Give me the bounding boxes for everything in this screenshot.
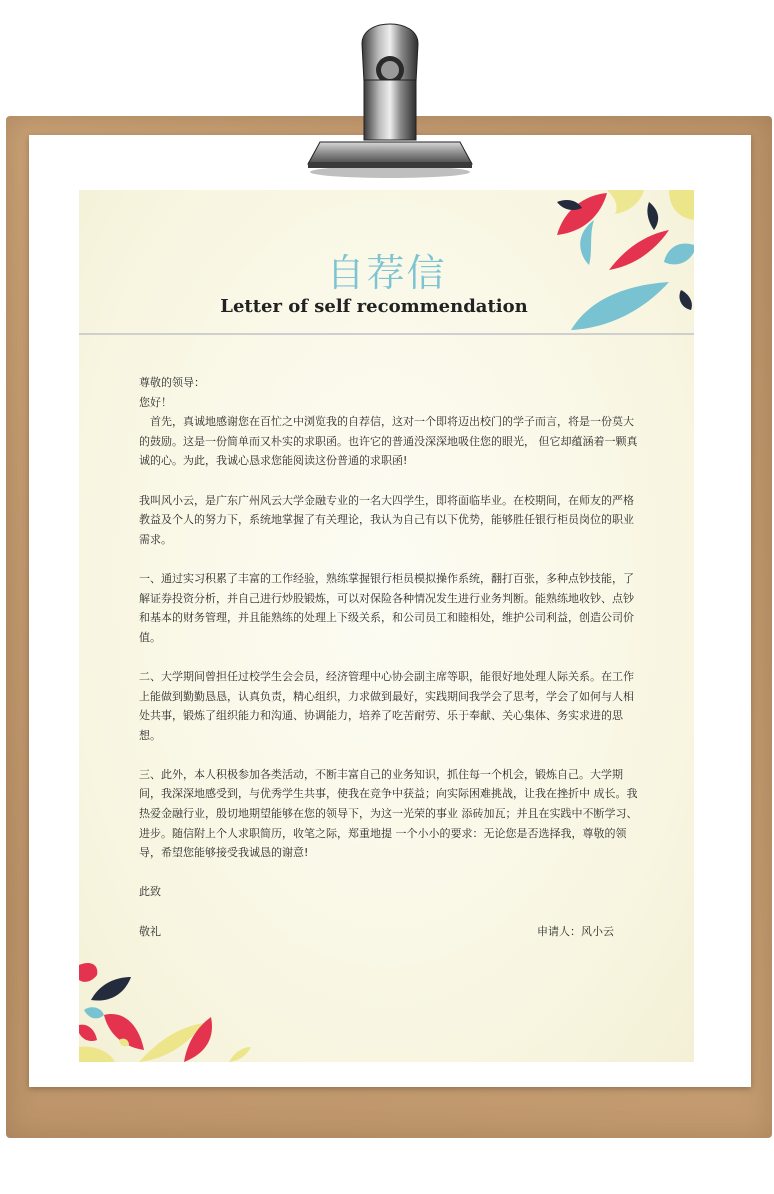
- closing-line: 此致: [139, 885, 161, 899]
- paragraph-point-three: 三、此外，本人积极参加各类活动，不断丰富自己的业务知识，抓住每一个机会，锻炼自己。大学期间，我深深地感受到，与优秀学生共事，使我在竞争中获益；向实际困难挑战，让我在挫折中 成长。我热爱金融行业，殷切地期望能够在您的领导下，为这一光荣的事业 添砖加瓦；并且在实践中不断学习、进步。随信附上个人求职简历，收笔之际，郑重地提 一个小小的要求：无论您是否选择我，尊敬的领导，希望您能够接受我诚恳的谢意!: [139, 767, 638, 860]
- letter-body: [139, 373, 644, 942]
- paragraph-point-two: 二、大学期间曾担任过校学生会会员，经济管理中心协会副主席等职，能很好地处理人际关系。在工作上能做到勤勤恳恳，认真负责，精心组织，力求做到最好，实践期间我学会了思考，学会了如何与人相处共事，锻炼了组织能力和沟通、协调能力，培养了吃苦耐劳、乐于奉献、关心集体、务实求进的思想。: [139, 669, 634, 742]
- title-english: Letter of self recommendation: [220, 296, 528, 317]
- applicant-signature: 申请人：风小云: [537, 924, 614, 938]
- binder-clip-icon: [300, 22, 480, 182]
- header-divider: [79, 333, 694, 335]
- letter-sheet: [79, 190, 694, 1062]
- salute: 敬礼: [139, 924, 161, 938]
- paragraph-point-one: 一、通过实习积累了丰富的工作经验，熟练掌握银行柜员模拟操作系统，翻打百张，多种点钞技能，了解证券投资分析，并自己进行炒股锻炼，可以对保险各种情况发生进行业务判断。能熟练地收钞、点钞和基本的财务管理，并且能熟练的处理上下级关系，和公司员工和睦相处，维护公司利益，创造公司价值。: [139, 571, 634, 644]
- paragraph-self-intro: 我叫风小云，是广东广州风云大学金融专业的一名大四学生，即将面临毕业。在校期间，在师友的严格 教益及个人的努力下，系统地掌握了有关理论，我认为自己有以下优势，能够胜任银行柜员岗位的职业需求。: [139, 493, 634, 546]
- petal-decoration-bottom-left: [79, 955, 254, 1062]
- signature-row: [139, 922, 644, 942]
- hello-line: 您好！: [139, 395, 172, 409]
- greeting: 尊敬的领导：: [139, 376, 205, 389]
- paragraph-intro: 首先，真诚地感谢您在百忙之中浏览我的自荐信，这对一个即将迈出校门的学子而言，将是一份莫大的鼓励。这是一份简单而又朴实的求职函。也许它的普通没深深地吸住您的眼光， 但它却蕴涵着一颗真诚的心。为此，我诚心恳求您能阅读这份普通的求职函!: [139, 415, 638, 468]
- title-chinese: 自荐信: [326, 251, 447, 295]
